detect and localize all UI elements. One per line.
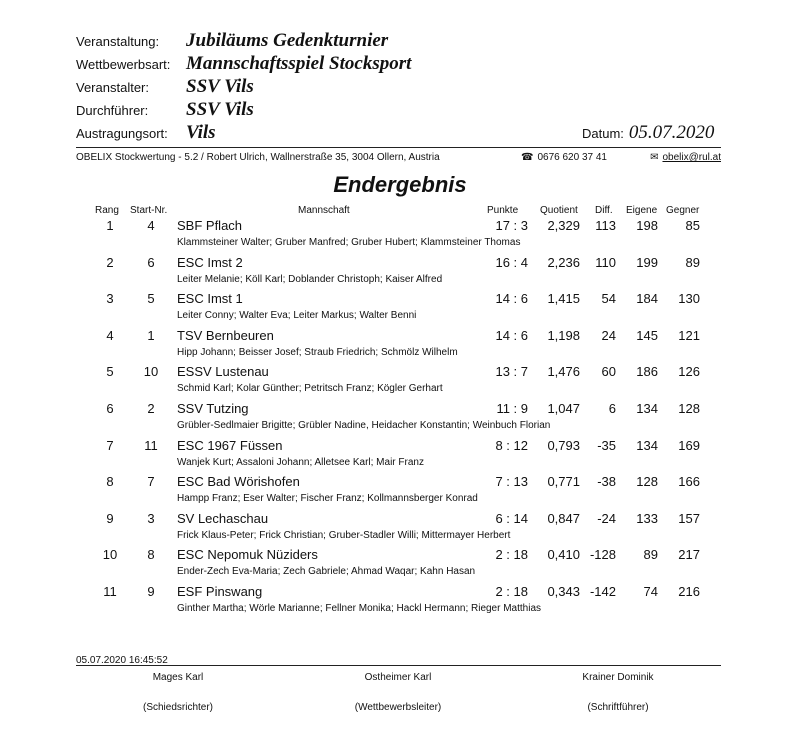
diff-cell: 54	[601, 291, 616, 307]
start-no-cell: 3	[147, 510, 155, 526]
opp-cell: 216	[678, 584, 700, 599]
venue-label: Austragungsort:	[76, 126, 168, 141]
competition-value: Mannschaftsspiel Stocksport	[186, 53, 412, 74]
points-cell: 14 : 6	[495, 291, 528, 307]
header-venue	[76, 122, 216, 146]
signature-role-competition-lead: (Wettbewerbsleiter)	[354, 702, 442, 713]
team-name: ESC Bad Wörishofen	[177, 474, 300, 490]
header-executor	[76, 99, 254, 123]
email-link[interactable]: obelix@rul.at	[662, 152, 721, 163]
software-text: OBELIX Stockwertung - 5.2 / Robert Ulrich, Wallnerstraße 35, 3004 Ollern, Austria	[76, 152, 440, 163]
signature-divider	[76, 665, 721, 666]
diff-cell: -35	[597, 437, 616, 453]
venue-value: Vils	[186, 122, 216, 143]
software-line	[76, 152, 721, 163]
quotient-cell: 1,047	[547, 401, 580, 416]
team-name: ESC 1967 Füssen	[177, 437, 283, 453]
diff-cell: -24	[597, 510, 616, 526]
opp-cell: 89	[685, 254, 700, 270]
organizer-label: Veranstalter:	[76, 80, 149, 95]
points-cell: 7 : 13	[495, 474, 528, 490]
col-header-rang: Rang	[95, 205, 119, 216]
team-name: ESF Pinswang	[177, 584, 263, 599]
col-header-points: Punkte	[487, 205, 519, 216]
quotient-cell: 0,343	[547, 584, 580, 599]
phone-block	[521, 152, 631, 163]
team-name: ESSV Lustenau	[177, 364, 269, 380]
quotient-cell: 1,476	[547, 364, 580, 380]
diff-cell: 113	[595, 218, 616, 233]
quotient-cell: 0,771	[547, 474, 580, 490]
start-no-cell: 1	[147, 327, 155, 343]
diff-cell: 6	[608, 401, 616, 416]
team-players: Frick Klaus-Peter; Frick Christian; Gruber-Stadler Willi; Mittermayer Herbert	[177, 529, 511, 541]
points-cell: 6 : 14	[495, 510, 528, 526]
points-cell: 2 : 18	[495, 547, 528, 563]
header-divider	[76, 147, 721, 148]
opp-cell: 130	[678, 291, 700, 307]
rank-cell: 3	[106, 291, 114, 307]
quotient-cell: 0,410	[547, 547, 580, 563]
team-name: SV Lechaschau	[177, 510, 269, 526]
team-name: SBF Pflach	[177, 218, 243, 233]
start-no-cell: 10	[143, 364, 159, 380]
rank-cell: 5	[106, 364, 114, 380]
quotient-cell: 1,198	[547, 327, 580, 343]
col-header-start: Start-Nr.	[130, 205, 168, 216]
signature-name-competition-lead: Ostheimer Karl	[364, 672, 432, 683]
own-cell: 199	[636, 254, 658, 270]
own-cell: 128	[636, 474, 658, 490]
header-organizer	[76, 76, 254, 100]
col-header-diff: Diff.	[595, 205, 613, 216]
print-timestamp: 05.07.2020 16:45:52	[76, 655, 168, 666]
executor-label: Durchführer:	[76, 103, 149, 118]
col-header-opp: Gegner	[666, 205, 700, 216]
opp-cell: 166	[678, 474, 700, 490]
signature-name-referee: Mages Karl	[152, 672, 204, 683]
diff-cell: 24	[601, 327, 616, 343]
header-competition	[76, 53, 411, 77]
quotient-cell: 2,329	[547, 218, 580, 233]
rank-cell: 4	[106, 327, 114, 343]
quotient-cell: 0,847	[547, 510, 580, 526]
team-players: Hampp Franz; Eser Walter; Fischer Franz; Kollmannsberger Konrad	[177, 493, 478, 505]
header-event	[76, 30, 388, 54]
rank-cell: 6	[106, 401, 114, 416]
team-players: Grübler-Sedlmaier Brigitte; Grübler Nadine, Heidacher Konstantin; Weinbuch Florian	[177, 420, 551, 431]
start-no-cell: 2	[147, 401, 155, 416]
rank-cell: 2	[106, 254, 114, 270]
date-block	[582, 122, 714, 144]
envelope-icon: ✉	[650, 152, 659, 163]
diff-cell: -38	[597, 474, 616, 490]
rank-cell: 9	[106, 510, 114, 526]
own-cell: 133	[636, 510, 658, 526]
team-name: ESC Nepomuk Nüziders	[177, 547, 318, 563]
points-cell: 8 : 12	[495, 437, 528, 453]
points-cell: 11 : 9	[496, 401, 528, 416]
signature-role-referee: (Schiedsrichter)	[142, 702, 214, 713]
own-cell: 89	[643, 547, 658, 563]
team-players: Hipp Johann; Beisser Josef; Straub Friedrich; Schmölz Wilhelm	[177, 346, 458, 358]
team-players: Ender-Zech Eva-Maria; Zech Gabriele; Ahmad Waqar; Kahn Hasan	[177, 566, 476, 578]
mail-block[interactable]	[631, 152, 721, 163]
own-cell: 134	[636, 401, 658, 416]
start-no-cell: 6	[147, 254, 155, 270]
team-players: Wanjek Kurt; Assaloni Johann; Alletsee Karl; Mair Franz	[177, 456, 424, 468]
start-no-cell: 11	[144, 437, 158, 453]
own-cell: 198	[636, 218, 658, 233]
start-no-cell: 4	[147, 218, 155, 233]
team-name: ESC Imst 2	[177, 254, 243, 270]
team-name: ESC Imst 1	[177, 291, 243, 307]
opp-cell: 217	[678, 547, 700, 563]
team-players: Leiter Melanie; Köll Karl; Doblander Christoph; Kaiser Alfred	[177, 273, 443, 285]
col-header-quotient: Quotient	[540, 205, 578, 216]
signature-name-secretary: Krainer Dominik	[582, 672, 654, 683]
opp-cell: 128	[678, 401, 700, 416]
quotient-cell: 0,793	[547, 437, 580, 453]
organizer-value: SSV Vils	[186, 76, 254, 97]
own-cell: 184	[636, 291, 658, 307]
own-cell: 74	[643, 584, 658, 599]
phone-number: 0676 620 37 41	[537, 152, 607, 163]
own-cell: 134	[636, 437, 658, 453]
date-label: Datum:	[582, 126, 624, 141]
quotient-cell: 1,415	[547, 291, 580, 307]
opp-cell: 157	[678, 510, 700, 526]
start-no-cell: 7	[147, 474, 155, 490]
team-name: TSV Bernbeuren	[177, 327, 274, 343]
date-value: 05.07.2020	[628, 122, 715, 143]
page-title: Endergebnis	[333, 172, 467, 197]
points-cell: 2 : 18	[495, 584, 528, 599]
opp-cell: 121	[678, 327, 700, 343]
own-cell: 145	[636, 327, 658, 343]
points-cell: 14 : 6	[495, 327, 528, 343]
diff-cell: -128	[589, 547, 616, 563]
executor-value: SSV Vils	[186, 99, 254, 120]
opp-cell: 126	[678, 364, 700, 380]
col-header-own: Eigene	[626, 205, 658, 216]
rank-cell: 11	[103, 584, 117, 599]
team-name: SSV Tutzing	[177, 401, 249, 416]
team-players: Leiter Conny; Walter Eva; Leiter Markus; Walter Benni	[177, 310, 417, 322]
rank-cell: 1	[106, 218, 114, 233]
opp-cell: 169	[678, 437, 700, 453]
quotient-cell: 2,236	[547, 254, 580, 270]
diff-cell: 60	[601, 364, 616, 380]
signature-role-secretary: (Schriftführer)	[587, 702, 649, 713]
start-no-cell: 5	[147, 291, 155, 307]
rank-cell: 7	[106, 437, 114, 453]
start-no-cell: 8	[147, 547, 155, 563]
team-players: Ginther Martha; Wörle Marianne; Fellner Monika; Hackl Hermann; Rieger Matthias	[177, 603, 542, 614]
col-header-team: Mannschaft	[298, 205, 350, 216]
competition-label: Wettbewerbsart:	[76, 57, 171, 72]
opp-cell: 85	[685, 218, 700, 233]
own-cell: 186	[636, 364, 658, 380]
rank-cell: 10	[102, 547, 118, 563]
points-cell: 16 : 4	[495, 254, 528, 270]
team-players: Klammsteiner Walter; Gruber Manfred; Gruber Hubert; Klammsteiner Thomas	[177, 237, 521, 248]
diff-cell: -142	[589, 584, 616, 599]
event-value: Jubiläums Gedenkturnier	[186, 30, 389, 51]
diff-cell: 110	[595, 254, 616, 270]
event-label: Veranstaltung:	[76, 34, 160, 49]
points-cell: 13 : 7	[495, 364, 528, 380]
team-players: Schmid Karl; Kolar Günther; Petritsch Franz; Kögler Gerhart	[177, 383, 443, 395]
start-no-cell: 9	[147, 584, 155, 599]
points-cell: 17 : 3	[495, 218, 528, 233]
rank-cell: 8	[106, 474, 114, 490]
telephone-icon: ☎	[521, 152, 534, 163]
